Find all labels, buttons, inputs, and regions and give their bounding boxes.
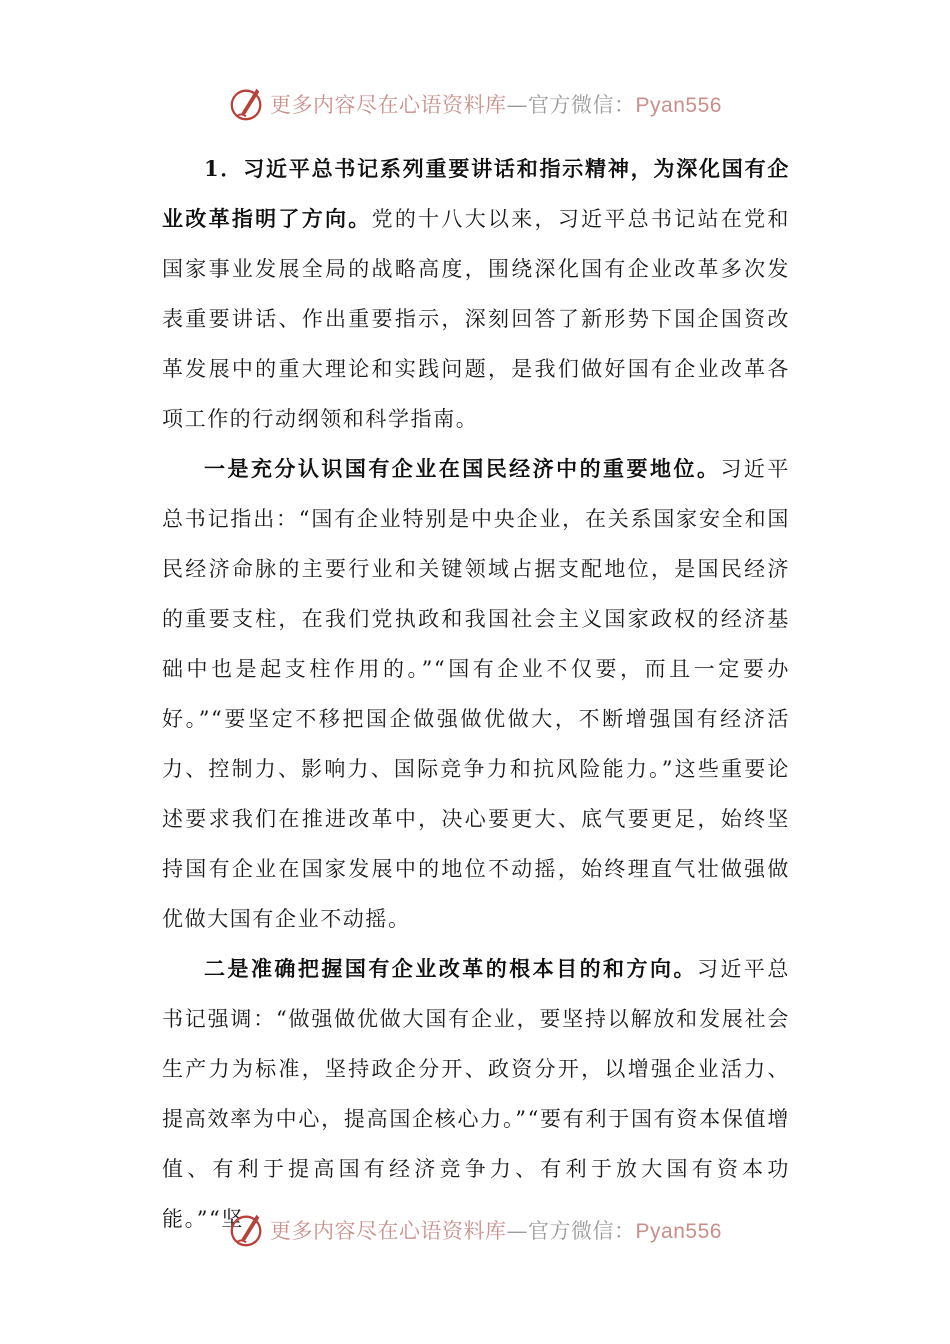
header-banner: [0, 84, 950, 124]
footer-banner-title: 更多内容尽在心语资料库: [270, 1219, 507, 1243]
header-banner-text: [270, 89, 722, 119]
header-banner-title: 更多内容尽在心语资料库: [270, 93, 507, 117]
footer-wechat-id: Pyan556: [635, 1220, 722, 1243]
quill-logo-icon: [228, 85, 266, 123]
paragraph-text: 习近平总书记强调：“做强做优做大国有企业，要坚持以解放和发展社会生产力为标准，坚持政企分开、政资分开，以增强企业活力、提高效率为中心，提高国企核心力。”“要有利于国有资本保值增值、有利于提高国有经济竞争力、有利于放大国有资本功能。”“坚: [162, 957, 790, 1231]
paragraph-heading: 二是准确把握国有企业改革的根本目的和方向。: [204, 956, 697, 981]
quill-logo-icon: [228, 1211, 266, 1249]
footer-banner-dash: —: [506, 1219, 529, 1243]
footer-banner-text: [270, 1215, 722, 1245]
paragraph-text: 习近平总书记指出：“国有企业特别是中央企业，在关系国家安全和国民经济命脉的主要行业和关键领域占据支配地位，是国民经济的重要支柱，在我们党执政和我国社会主义国家政权的经济基础中也是起支柱作用的。”“国有企业不仅要，而且一定要办好。”“要坚定不移把国企做强做优做大，不断增强国有经济活力、控制力、影响力、国际竞争力和抗风险能力。”这些重要论述要求我们在推进改革中，决心要更大、底气要更足，始终坚持国有企业在国家发展中的地位不动摇，始终理直气壮做强做优做大国有企业不动摇。: [162, 457, 790, 931]
paragraph: [162, 144, 790, 444]
header-banner-dash: —: [506, 93, 529, 117]
document-body: [162, 144, 790, 1244]
paragraph: [162, 944, 790, 1244]
paragraph-text: 党的十八大以来，习近平总书记站在党和国家事业发展全局的战略高度，围绕深化国有企业改革多次发表重要讲话、作出重要指示，深刻回答了新形势下国企国资改革发展中的重大理论和实践问题，是我们做好国有企业改革各项工作的行动纲领和科学指南。: [162, 207, 790, 431]
paragraph: [162, 444, 790, 944]
paragraph-heading: 一是充分认识国有企业在国民经济中的重要地位。: [204, 456, 721, 481]
footer-wechat-label: 官方微信：: [528, 1219, 636, 1243]
header-wechat-id: Pyan556: [635, 94, 722, 117]
footer-banner: [0, 1210, 950, 1250]
paragraph-heading: 1．习近平总书记系列重要讲话和指示精神，为深化国有企业改革指明了方向。: [162, 156, 790, 231]
header-wechat-label: 官方微信：: [528, 93, 636, 117]
